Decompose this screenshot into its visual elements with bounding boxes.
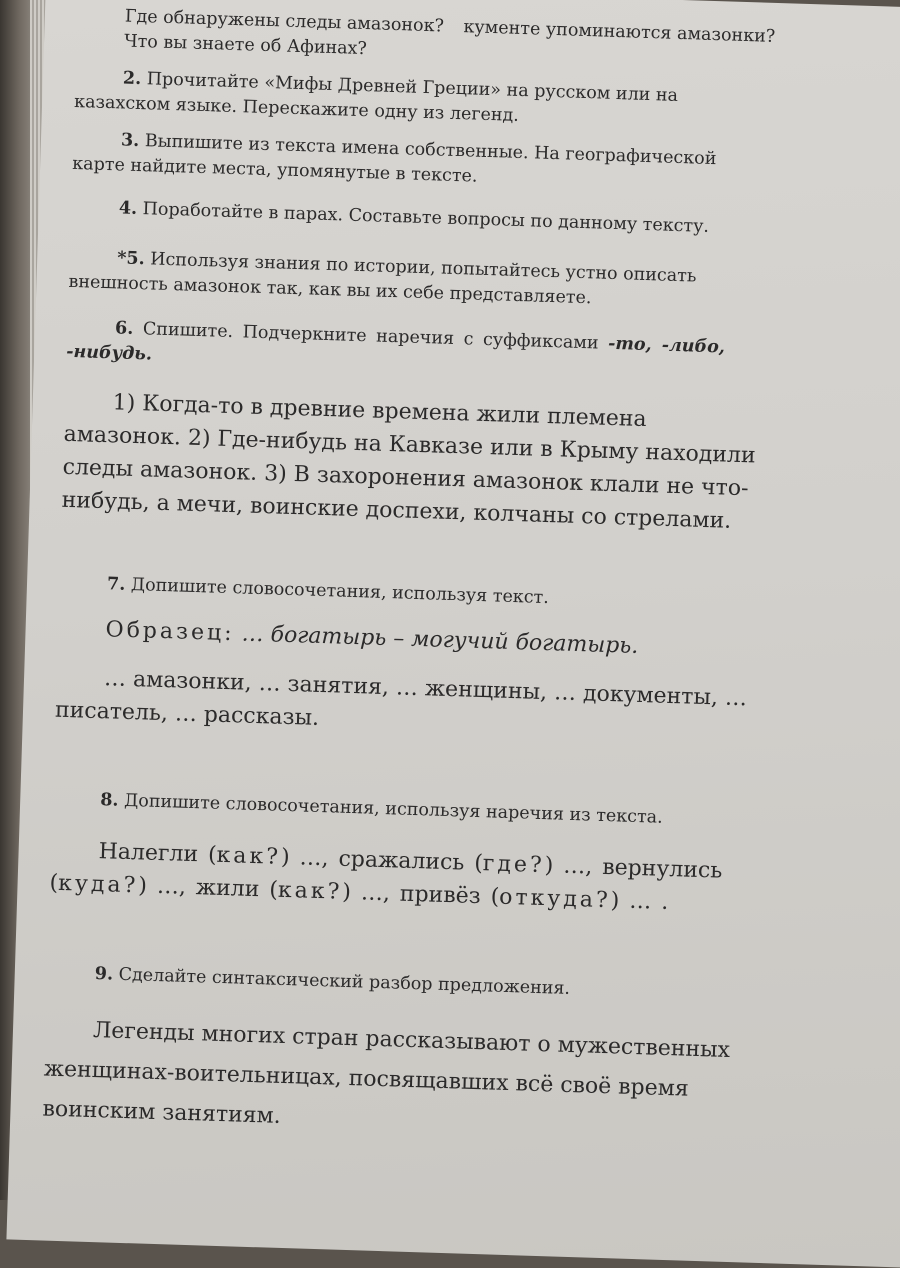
- task-8: [49, 787, 752, 922]
- task-number: 9.: [94, 964, 114, 985]
- task-text: Сделайте синтаксический разбор предложения.: [118, 964, 571, 999]
- question-word: как?: [216, 842, 282, 870]
- task-6: [66, 315, 767, 387]
- task-number: 4.: [118, 198, 138, 219]
- phrase-exercise: [49, 834, 751, 922]
- task-number: 7.: [106, 574, 126, 595]
- task-text: Спишите. Подчеркните наречия с суффиксами: [142, 319, 599, 354]
- exercise-6-text: [61, 385, 765, 539]
- intro-question-traces: Где обнаружены следы амазонок?: [124, 6, 445, 37]
- task-3: [72, 127, 773, 199]
- phrase-part: ) … .: [610, 888, 669, 915]
- task-text: Поработайте в парах. Составьте вопросы по данному тексту.: [142, 199, 710, 237]
- task-7: [55, 571, 760, 749]
- phrase-part: Налегли (: [98, 839, 218, 868]
- sample: [57, 612, 758, 667]
- phrase-part: ) …, жили (: [137, 873, 279, 903]
- sample-label: Образец:: [105, 617, 236, 647]
- question-word: как?: [277, 877, 343, 905]
- sample-text: … богатырь – могучий богатырь.: [241, 621, 639, 659]
- parse-sentence: Легенды многих стран рассказывают о мужественных женщинах-воительницах, посвящавших всё своё время воинским занятиям.: [42, 1018, 731, 1129]
- intro-question-athens: Что вы знаете об Афинах?: [123, 31, 368, 60]
- question-word: где?: [482, 851, 546, 879]
- suffix-list: -то, -либо, -нибудь.: [66, 333, 726, 365]
- task-text: Допишите словосочетания, используя наречия из текста.: [123, 790, 663, 828]
- task-number: *5.: [116, 248, 146, 270]
- page-content: [42, 0, 778, 1129]
- phrase-part: ) …, вернулись (: [49, 853, 723, 896]
- task-text: Используя знания по истории, попытайтесь устно описать внешность амазонок так, как вы их себе представляете.: [68, 249, 697, 309]
- phrase-part: ) …, привёз (: [341, 879, 500, 910]
- task-5: [68, 245, 769, 317]
- question-word: откуда?: [498, 884, 612, 914]
- task-text: Выпишите из текста имена собственные. На географической карте найдите места, упомянутые в тексте.: [71, 131, 717, 187]
- task-number: 2.: [122, 68, 142, 90]
- intro-question-documents: кументе упоминаются амазонки?: [463, 17, 776, 47]
- textbook-page: [6, 0, 900, 1268]
- question-word: куда?: [57, 870, 139, 899]
- exercise-sentences: 1) Когда-то в древние времена жили племена амазонок. 2) Где-нибудь на Кавказе или в Крыму находили следы амазонок. 3) В захоронения амазонок клали не что-нибудь, а мечи, воинские доспехи, колчаны со стрелами.: [61, 390, 757, 534]
- task-9: [42, 961, 747, 1152]
- intro-questions: [76, 3, 777, 75]
- task-number: 6.: [114, 318, 134, 339]
- task-text: Прочитайте «Мифы Древней Греции» на русском или на казахском языке. Перескажите одну из легенд.: [73, 69, 679, 126]
- task-number: 3.: [120, 130, 140, 152]
- task-4: [70, 195, 770, 242]
- task-2: [74, 65, 775, 137]
- phrase-part: ) …, сражались (: [280, 844, 484, 877]
- task-number: 8.: [99, 790, 119, 811]
- task-text: Допишите словосочетания, используя текст.: [130, 574, 550, 609]
- word-list: … амазонки, … занятия, … женщины, … документы, … писатель, … рассказы.: [54, 666, 748, 731]
